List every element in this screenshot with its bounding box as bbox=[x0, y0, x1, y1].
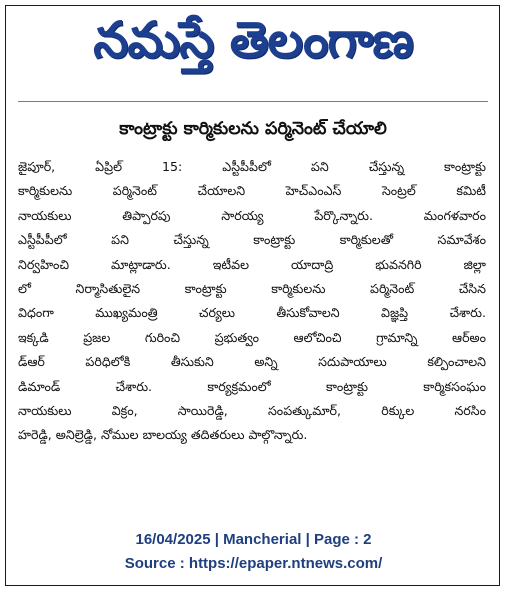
footer-source-link[interactable]: Source : https://epaper.ntnews.com/ bbox=[124, 555, 383, 572]
body-line: జైపూర్, ఏప్రిల్ 15: ఎస్టీపీపీలో పని చేస్తున్న కాంట్రాక్టు bbox=[18, 159, 486, 174]
body-line: లో నిర్మాసితులైన కాంట్రాక్టు కార్మికులను పర్మినెంట్ చేసిన bbox=[18, 280, 486, 296]
body-line: ఇక్కడి ప్రజల గురించి ప్రభుత్వం ఆలోచించి గ్రామాన్ని ఆర్అం bbox=[18, 329, 486, 345]
body-line: నిర్వహించి మాట్లాడారు. ఇటీవల యాదాద్రి భువనగిరి జిల్లా bbox=[18, 256, 486, 272]
body-line: హరెడ్డి, అనిల్రెడ్డి, నోముల బాలయ్య తదితరులు పాల్గొన్నారు. bbox=[18, 427, 308, 443]
article-body bbox=[18, 155, 486, 448]
body-line: నాయకులు విక్రం, సాయిరెడ్డి, సంపత్కుమార్, రిక్కుల నరసిం bbox=[18, 402, 486, 418]
body-line: నాయకులు తిప్పారపు సారయ్య పేర్కొన్నారు. మంగళవారం bbox=[18, 207, 486, 223]
body-line: కార్మికులను పర్మినెంట్ చేయాలని హెచ్ఎంఎస్ సెంట్రల్ కమిటీ bbox=[18, 183, 486, 199]
body-line: విధంగా ముఖ్యమంత్రి చర్యలు తీసుకోవాలని విజ్ఞప్తి చేశారు. bbox=[18, 305, 486, 321]
footer-date-edition-page: 16/04/2025 | Mancherial | Page : 2 bbox=[135, 531, 372, 548]
article-headline: కాంట్రాక్టు కార్మికులను పర్మినెంట్ చేయాలి bbox=[119, 119, 387, 139]
body-line: డిమాండ్ చేశారు. కార్యక్రమంలో కాంట్రాక్టు కార్మికసంఘం bbox=[18, 378, 486, 394]
top-divider bbox=[18, 101, 488, 102]
body-line: డ్ఆర్ పరిధిలోకి తీసుకుని అన్ని సదుపాయాలు కల్పించాలని bbox=[18, 354, 486, 370]
newspaper-masthead-logo: నమస్తే తెలంగాణ bbox=[93, 10, 413, 69]
body-line: ఎస్టీపీపీలో పని చేస్తున్న కాంట్రాక్టు కార్మికులతో సమావేశం bbox=[18, 232, 486, 248]
